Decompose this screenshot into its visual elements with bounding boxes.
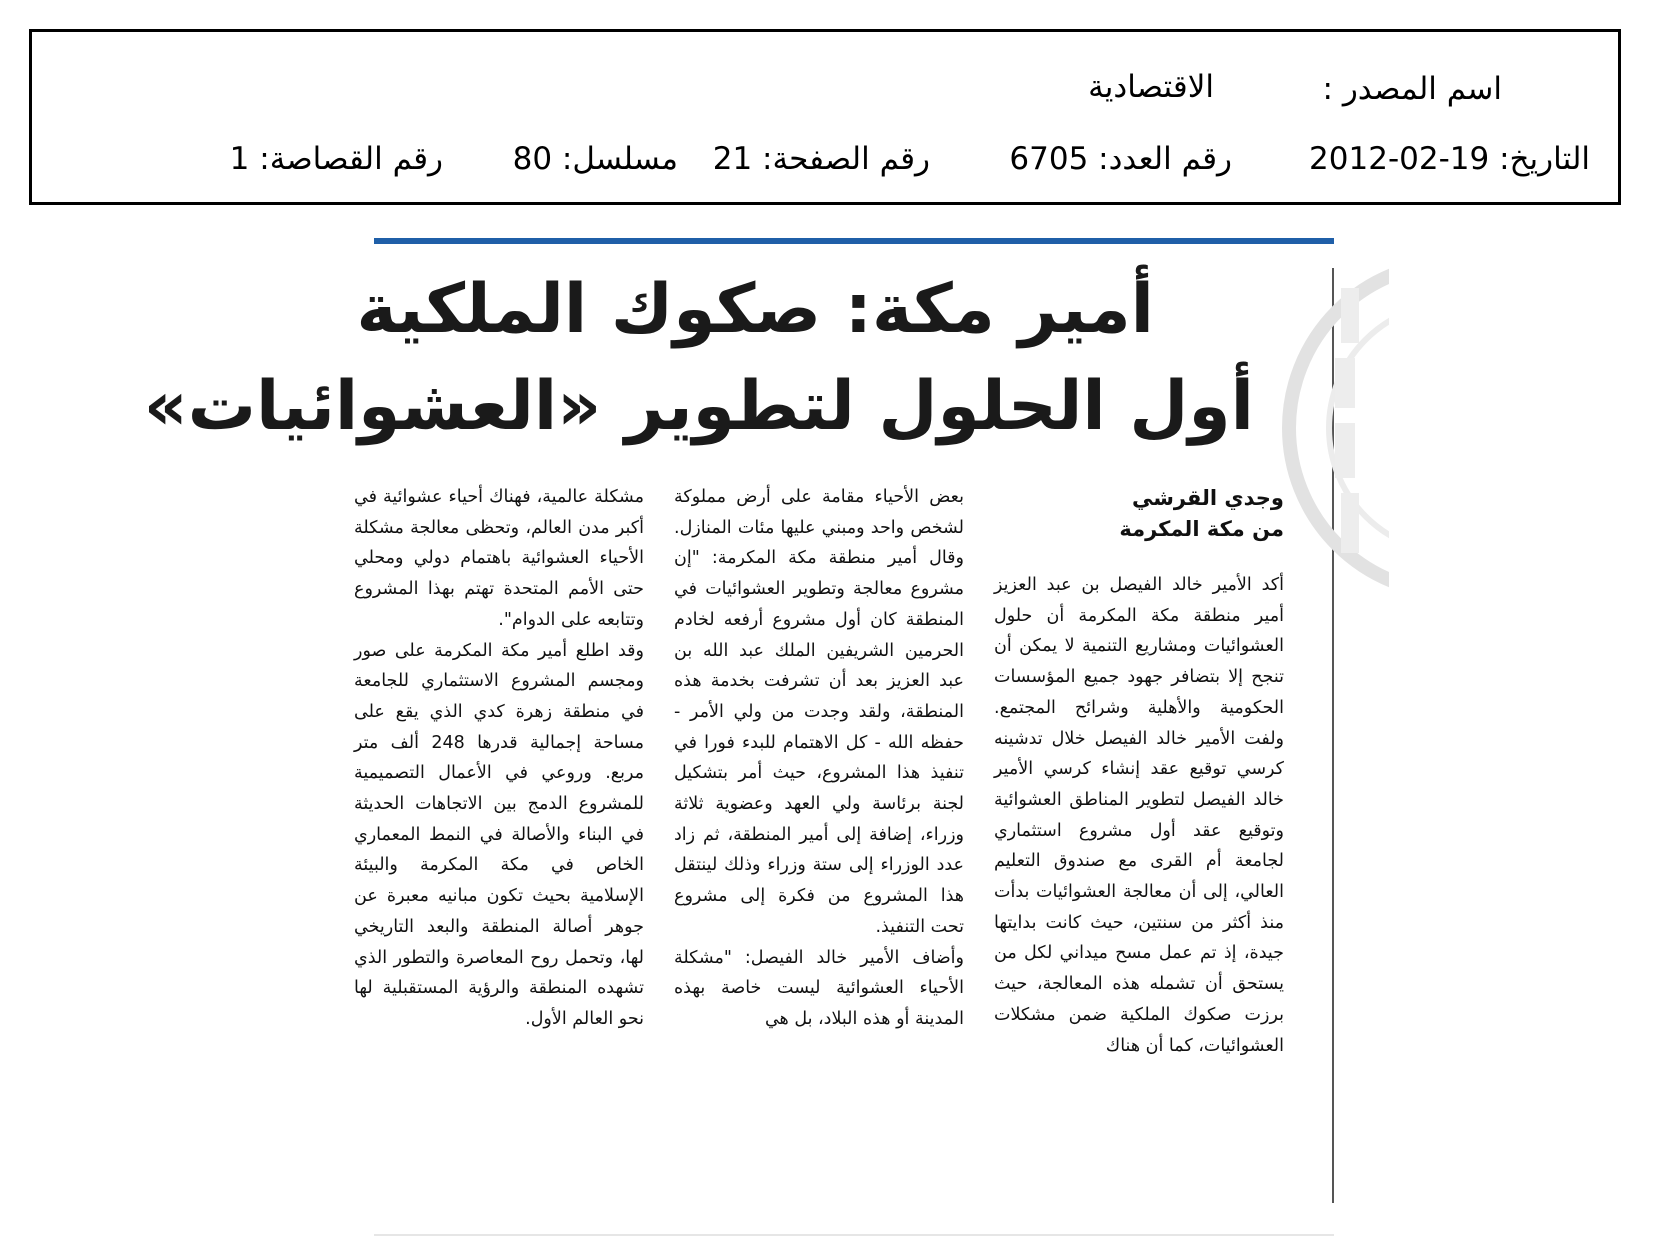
article-column-1 <box>994 570 1284 1210</box>
newspaper-watermark-seal <box>1279 248 1389 608</box>
serial-field: مسلسل: 80 <box>512 141 678 177</box>
clipping-metadata-box <box>29 29 1621 205</box>
article-paragraph: بعض الأحياء مقامة على أرض مملوكة لشخص واحد ومبني عليها مئات المنازل. وقال أمير منطقة مكة المكرمة: "إن مشروع معالجة وتطوير العشوائيات في المنطقة كان أول مشروع أرفعه لخادم الحرمين الشريفين الملك عبد الله بن عبد العزيز بعد أن تشرفت بخدمة هذه المنطقة، ولقد وجدت من ولي الأمر - حفظه الله - كل الاهتمام للبدء فورا في تنفيذ هذا المشروع، حيث أمر بتشكيل لجنة برئاسة ولي العهد وعضوية ثلاثة وزراء، إضافة إلى أمير المنطقة، ثم زاد عدد الوزراء إلى ستة وزراء وذلك لينتقل هذا المشروع من فكرة إلى مشروع تحت التنفيذ. <box>674 487 964 937</box>
date-field: التاريخ: 19-02-2012 <box>1309 141 1590 177</box>
article-paragraph: وأضاف الأمير خالد الفيصل: "مشكلة الأحياء العشوائية ليست خاصة بهذه المدينة أو هذه البلاد، بل هي <box>674 947 964 1029</box>
article-column-2 <box>674 482 964 1212</box>
article-paragraph: مشكلة عالمية، فهناك أحياء عشوائية في أكبر مدن العالم، وتحظى معالجة مشكلة الأحياء العشوائية باهتمام دولي ومحلي حتى الأمم المتحدة تهتم بهذا المشروع وتتابعه على الدوام". <box>354 487 644 630</box>
source-label: اسم المصدر : <box>1322 71 1502 107</box>
clipping-bottom-edge <box>374 1234 1334 1236</box>
byline-location: من مكة المكرمة <box>1119 517 1284 541</box>
issue-number-field: رقم العدد: 6705 <box>1009 141 1232 177</box>
article-column-3 <box>354 482 644 1212</box>
byline <box>1119 483 1284 545</box>
byline-author: وجدي القرشي <box>1131 486 1284 510</box>
clip-number-field: رقم القصاصة: 1 <box>229 141 443 177</box>
page-number-field: رقم الصفحة: 21 <box>712 141 930 177</box>
headline-line-1: أمير مكة: صكوك الملكية <box>356 270 1154 349</box>
accent-bar <box>374 238 1334 244</box>
newspaper-clipping <box>143 238 1334 1238</box>
article-paragraph: أكد الأمير خالد الفيصل بن عبد العزيز أمير منطقة مكة المكرمة أن حلول العشوائيات ومشاريع التنمية لا يمكن أن تنجح إلا بتضافر جهود جميع المؤسسات الحكومية والأهلية وشرائح المجتمع. ولفت الأمير خالد الفيصل خلال تدشينه كرسي توقيع عقد إنشاء كرسي الأمير خالد الفيصل لتطوير المناطق العشوائية وتوقيع عقد أول مشروع استثماري لجامعة أم القرى مع صندوق التعليم العالي، إلى أن معالجة العشوائيات بدأت منذ أكثر من سنتين، حيث كانت بدايتها جيدة، إذ تم عمل مسح ميداني لكل من يستحق أن تشمله هذه المعالجة، حيث برزت صكوك الملكية ضمن مشكلات العشوائيات، كما أن هناك <box>994 575 1284 1056</box>
source-value: الاقتصادية <box>1088 69 1214 105</box>
headline-line-2: أول الحلول لتطوير «العشوائيات» <box>143 367 1254 446</box>
article-paragraph: وقد اطلع أمير مكة المكرمة على صور ومجسم المشروع الاستثماري للجامعة في منطقة زهرة كدي الذي يقع على مساحة إجمالية قدرها 248 ألف متر مربع. وروعي في الأعمال التصميمية للمشروع الدمج بين الاتجاهات الحديثة في البناء والأصالة في النمط المعماري الخاص في مكة المكرمة والبيئة الإسلامية بحيث تكون مبانيه معبرة عن جوهر أصالة المنطقة والبعد التاريخي لها، وتحمل روح المعاصرة والتطور الذي تشهده المنطقة والرؤية المستقبلية لها نحو العالم الأول. <box>354 640 644 1029</box>
